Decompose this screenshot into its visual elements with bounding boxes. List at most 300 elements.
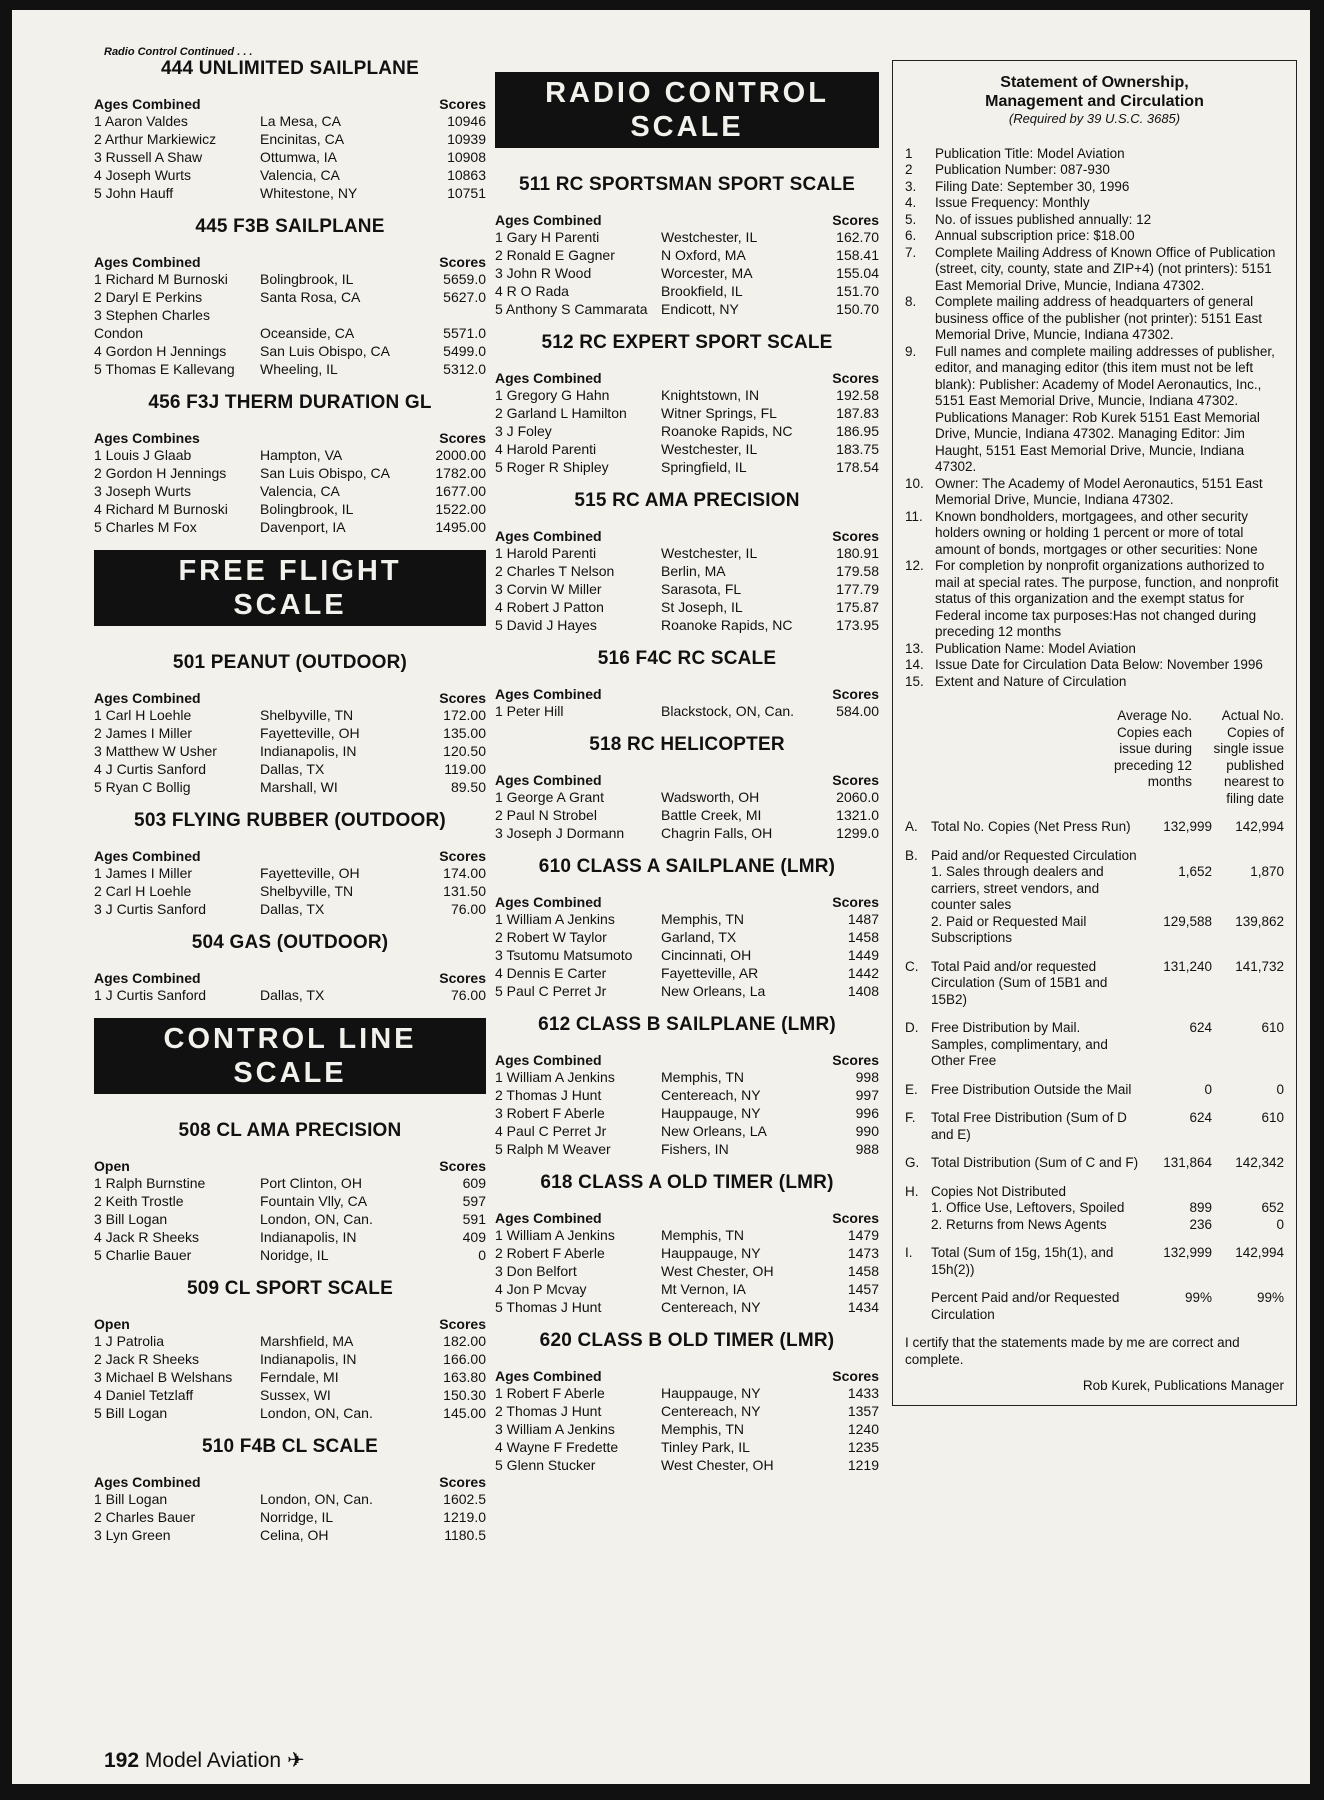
contestant-score: 155.04 [836, 265, 879, 281]
contestant-score: 997 [855, 1087, 879, 1103]
contestant-name: 4 J Curtis Sanford [94, 761, 207, 777]
result-row [94, 342, 486, 360]
contestant-name: 4 Jack R Sheeks [94, 1229, 200, 1245]
result-row [94, 500, 486, 518]
contestant-score: 1522.00 [435, 501, 486, 517]
age-category: Ages Combined [94, 96, 201, 112]
contestant-score: 1299.0 [836, 825, 879, 841]
contestant-name: 5 John Hauff [94, 185, 174, 201]
contestant-location: Davenport, IA [260, 519, 346, 535]
contestant-name: 5 David J Hayes [495, 617, 597, 633]
event-results [495, 1172, 879, 1316]
result-row [495, 910, 879, 928]
contestant-name: 4 Joseph Wurts [94, 167, 192, 183]
item-number: 6. [905, 228, 917, 243]
contestant-name: 4 Jon P Mcvay [495, 1281, 587, 1297]
contestant-score: 584.00 [836, 703, 879, 719]
results-header [94, 1158, 486, 1174]
item-number: 2 [905, 162, 913, 177]
item-number: 4. [905, 195, 917, 210]
contestant-name: 3 Michael B Welshans [94, 1369, 233, 1385]
item-number: 7. [905, 244, 917, 260]
statement-title: Statement of Ownership, [1000, 74, 1189, 91]
contestant-name: 4 Wayne F Fredette [495, 1439, 619, 1455]
circulation-body [931, 1110, 1284, 1143]
avg-value: 624 [1189, 1110, 1212, 1125]
circulation-main [931, 1020, 1284, 1070]
result-row [94, 482, 486, 500]
sub-avg-value: 236 [1189, 1216, 1212, 1232]
contestant-location: Hampton, VA [260, 447, 343, 463]
circulation-subrow [931, 1200, 1284, 1217]
result-row [495, 580, 879, 598]
circulation-subrow [931, 1217, 1284, 1234]
result-row [94, 742, 486, 760]
contestant-score: 996 [855, 1105, 879, 1121]
contestant-location: Whitestone, NY [260, 185, 358, 201]
results-column-middle [495, 58, 879, 1488]
contestant-score: 1677.00 [435, 483, 486, 499]
result-row [94, 1404, 486, 1422]
event-results [495, 648, 879, 720]
contestant-location: Norridge, IL [260, 1509, 334, 1525]
contestant-name: 2 Keith Trostle [94, 1193, 184, 1209]
contestant-score: 990 [855, 1123, 879, 1139]
event-results [94, 1278, 486, 1422]
contestant-location: Westchester, IL [661, 545, 758, 561]
result-row [495, 702, 879, 720]
statement-item [905, 179, 1284, 196]
age-category: Open [94, 1158, 130, 1174]
actual-value: 610 [1261, 1110, 1284, 1125]
contestant-score: 1240 [847, 1421, 879, 1437]
contestant-score: 89.50 [450, 779, 486, 795]
contestant-location: Worcester, MA [661, 265, 753, 281]
statement-item [905, 162, 1284, 179]
scores-label: Scores [832, 686, 879, 702]
result-row [495, 1068, 879, 1086]
section-banner [94, 550, 486, 626]
contestant-location: Chagrin Falls, OH [661, 825, 773, 841]
contestant-location: Westchester, IL [661, 229, 758, 245]
contestant-location: Centereach, NY [661, 1087, 761, 1103]
contestant-location: Indianapolis, IN [260, 743, 357, 759]
contestant-location: Marshfield, MA [260, 1333, 354, 1349]
item-text: Extent and Nature of Circulation [935, 673, 1127, 689]
signature: Rob Kurek, Publications Manager [1082, 1378, 1284, 1393]
results-header [495, 686, 879, 702]
event-title: 501 PEANUT (OUTDOOR) [172, 652, 408, 673]
result-row [94, 882, 486, 900]
item-text: Publication Name: Model Aviation [935, 640, 1136, 656]
avg-value [1140, 1184, 1212, 1201]
contestant-name: 2 Gordon H Jennings [94, 465, 227, 481]
sub-avg-value: 1,652 [1178, 864, 1212, 879]
contestant-location: St Joseph, IL [661, 599, 743, 615]
contestant-name: 5 Glenn Stucker [495, 1457, 596, 1473]
scores-label: Scores [439, 1316, 486, 1332]
sub-avg-value: 129,588 [1163, 913, 1212, 929]
result-row [495, 404, 879, 422]
contestant-location: Brookfield, IL [661, 283, 743, 299]
results-header [94, 690, 486, 706]
event-title: 456 F3J THERM DURATION GL [148, 392, 432, 413]
contestant-name: 3 Corvin W Miller [495, 581, 602, 597]
age-category: Ages Combined [94, 1474, 201, 1490]
results-header [495, 212, 879, 228]
result-row [495, 422, 879, 440]
contestant-score: 172.00 [443, 707, 486, 723]
contestant-location: Wadsworth, OH [661, 789, 760, 805]
event-results [94, 392, 486, 536]
result-row [495, 228, 879, 246]
scores-label: Scores [439, 970, 486, 986]
contestant-name: 1 Robert F Aberle [495, 1385, 605, 1401]
sub-desc: 1. Office Use, Leftovers, Spoiled [931, 1200, 1125, 1215]
scores-label: Scores [439, 1158, 486, 1174]
contestant-score: 180.91 [836, 545, 879, 561]
result-row [495, 1244, 879, 1262]
avg-value: 99% [1184, 1290, 1212, 1305]
contestant-location: Port Clinton, OH [260, 1175, 362, 1191]
age-category: Ages Combined [94, 690, 201, 706]
result-row [495, 806, 879, 824]
contestant-score: 145.00 [443, 1405, 486, 1421]
result-row [94, 1246, 486, 1264]
result-row [94, 986, 486, 1004]
contestant-score: 150.70 [836, 301, 879, 317]
contestant-name: 4 Gordon H Jennings [94, 343, 227, 359]
statement-item [905, 509, 1284, 559]
result-row [495, 788, 879, 806]
contestant-name: 3 Matthew W Usher [94, 743, 217, 759]
contestant-score: 591 [462, 1211, 486, 1227]
contestant-name: 1 Louis J Glaab [94, 447, 192, 463]
result-row [94, 518, 486, 536]
contestant-score: 76.00 [450, 901, 486, 917]
contestant-location: Sarasota, FL [661, 581, 742, 597]
contestant-score: 1479 [847, 1227, 879, 1243]
page-footer [104, 1748, 305, 1773]
contestant-name: 5 Charles M Fox [94, 519, 197, 535]
result-row [495, 1104, 879, 1122]
contestant-name: 1 Ralph Burnstine [94, 1175, 206, 1191]
circulation-body [931, 1020, 1284, 1070]
circulation-row [905, 1155, 1284, 1172]
result-row [495, 386, 879, 404]
contestant-name: 1 Richard M Burnoski [94, 271, 228, 287]
circulation-main [931, 1082, 1284, 1099]
event-results [94, 216, 486, 378]
contestant-name: 3 Bill Logan [94, 1211, 168, 1227]
event-title: 503 FLYING RUBBER (OUTDOOR) [134, 810, 446, 831]
result-row [495, 1262, 879, 1280]
result-row [94, 360, 486, 378]
scores-label: Scores [832, 1210, 879, 1226]
contestant-score: 5627.0 [443, 289, 486, 305]
result-row [94, 464, 486, 482]
contestant-name: 1 Aaron Valdes [94, 113, 188, 129]
contestant-score: 1219.0 [443, 1509, 486, 1525]
contestant-score: 1357 [847, 1403, 879, 1419]
result-row [495, 1140, 879, 1158]
sub-desc: 2. Paid or Requested Mail Subscriptions [931, 913, 1087, 945]
circulation-main [931, 1290, 1284, 1323]
contestant-name: Condon [94, 325, 144, 341]
event-title: 610 CLASS A SAILPLANE (LMR) [538, 856, 836, 877]
circulation-body [931, 1290, 1284, 1323]
contestant-score: 187.83 [836, 405, 879, 421]
contestant-location: Bolingbrook, IL [260, 501, 354, 517]
event-results [495, 1014, 879, 1158]
contestant-score: 1782.00 [435, 465, 486, 481]
event-results [94, 932, 486, 1004]
contestant-location: Shelbyville, TN [260, 883, 354, 899]
contestant-score: 179.58 [836, 563, 879, 579]
contestant-name: 1 J Curtis Sanford [94, 987, 207, 1003]
circulation-body [931, 1082, 1284, 1099]
contestant-location: Hauppauge, NY [661, 1105, 761, 1121]
circulation-letter: I. [905, 1245, 913, 1260]
circulation-desc: Copies Not Distributed [931, 1183, 1067, 1199]
result-row [94, 306, 486, 324]
contestant-name: 1 Peter Hill [495, 703, 564, 719]
item-number: 10. [905, 475, 924, 491]
contestant-location: Dallas, TX [260, 901, 325, 917]
result-row [94, 706, 486, 724]
item-number: 8. [905, 294, 917, 309]
sub-desc: 1. Sales through dealers and carriers, street vendors, and counter sales [931, 864, 1104, 912]
contestant-score: 177.79 [836, 581, 879, 597]
sub-avg-value: 899 [1189, 1200, 1212, 1215]
item-number: 1 [905, 145, 913, 161]
circulation-desc: Total Distribution (Sum of C and F) [931, 1155, 1139, 1170]
result-row [495, 1280, 879, 1298]
result-row [495, 1384, 879, 1402]
contestant-name: 2 Carl H Loehle [94, 883, 192, 899]
statement-item [905, 212, 1284, 229]
contestant-score: 1458 [847, 929, 879, 945]
contestant-location: London, ON, Can. [260, 1405, 373, 1421]
statement-item [905, 657, 1284, 674]
contestant-location: Mt Vernon, IA [661, 1281, 746, 1297]
contestant-name: 5 Paul C Perret Jr [495, 983, 607, 999]
contestant-location: Dallas, TX [260, 987, 325, 1003]
contestant-location [260, 306, 426, 324]
contestant-location: Oceanside, CA [260, 325, 355, 341]
statement-item [905, 558, 1284, 641]
circulation-body [931, 1245, 1284, 1278]
circulation-row [905, 1184, 1284, 1234]
age-category: Ages Combined [495, 894, 602, 910]
scores-label: Scores [832, 528, 879, 544]
result-row [495, 458, 879, 476]
circulation-letter: H. [905, 1183, 919, 1199]
result-row [495, 964, 879, 982]
event-results [495, 856, 879, 1000]
contestant-name: 2 Robert W Taylor [495, 929, 607, 945]
contestant-score: 5312.0 [443, 361, 486, 377]
contestant-location: Centereach, NY [661, 1403, 761, 1419]
circulation-letter: G. [905, 1155, 920, 1170]
contestant-location: Fayetteville, AR [661, 965, 759, 981]
contestant-name: 3 Lyn Green [94, 1527, 171, 1543]
contestant-name: 3 John R Wood [495, 265, 592, 281]
contestant-score: 988 [855, 1141, 879, 1157]
result-row [94, 1332, 486, 1350]
contestant-name: 2 Thomas J Hunt [495, 1403, 602, 1419]
contestant-location: Roanoke Rapids, NC [661, 617, 793, 633]
actual-value: 99% [1256, 1290, 1284, 1305]
actual-value: 141,732 [1235, 958, 1284, 974]
banner-line-2: SCALE [233, 589, 347, 621]
item-text: Full names and complete mailing addresses of publisher, editor, and managing editor (this item must not be left blank): Publisher: Academy of Model Aeronautics, Inc., 5151 East Memorial Drive, Muncie, Indiana 47302. Publications Manager: Rob Kurek 5151 East Memorial Drive, Muncie, Indiana 47302. Managing Editor: Jim Haught, 5151 East Memorial Drive, Muncie, Indiana 47302. [935, 343, 1275, 474]
contestant-location: Endicott, NY [661, 301, 739, 317]
statement-item [905, 294, 1284, 344]
statement-of-ownership [892, 60, 1297, 1406]
result-row [94, 1350, 486, 1368]
actual-value [1212, 848, 1284, 865]
event-title: 445 F3B SAILPLANE [195, 216, 385, 237]
contestant-name: 1 Gregory G Hahn [495, 387, 610, 403]
certification-text: I certify that the statements made by me are correct and complete. [905, 1335, 1240, 1367]
contestant-location: Cincinnati, OH [661, 947, 752, 963]
age-category: Ages Combined [495, 212, 602, 228]
contestant-name: 5 Ralph M Weaver [495, 1141, 611, 1157]
contestant-location: Encinitas, CA [260, 131, 345, 147]
result-row [94, 1210, 486, 1228]
results-header [495, 894, 879, 910]
circulation-row [905, 1245, 1284, 1278]
contestant-score: 119.00 [444, 761, 486, 777]
result-row [495, 246, 879, 264]
avg-value: 131,240 [1163, 958, 1212, 974]
contestant-score: 10946 [447, 113, 486, 129]
contestant-name: 2 Daryl E Perkins [94, 289, 203, 305]
result-row [495, 928, 879, 946]
section-banner [94, 1018, 486, 1094]
event-results [495, 1330, 879, 1474]
contestant-name: 5 Bill Logan [94, 1405, 168, 1421]
event-results [495, 490, 879, 634]
circulation-main [931, 1184, 1284, 1201]
contestant-score: 158.41 [836, 247, 879, 263]
contestant-location: Knightstown, IN [661, 387, 760, 403]
contestant-location: Marshall, WI [260, 779, 338, 795]
circulation-table [905, 819, 1284, 1323]
event-title: 515 RC AMA PRECISION [574, 490, 800, 511]
contestant-score: 1434 [847, 1299, 879, 1315]
age-category: Open [94, 1316, 130, 1332]
result-row [94, 864, 486, 882]
scores-label: Scores [439, 848, 486, 864]
circulation-main [931, 848, 1284, 865]
contestant-location: Roanoke Rapids, NC [661, 423, 793, 439]
circulation-column-headers [905, 708, 1284, 807]
circulation-row [905, 1082, 1284, 1099]
event-title: 510 F4B CL SCALE [201, 1436, 378, 1457]
item-text: Owner: The Academy of Model Aeronautics, 5151 East Memorial Drive, Muncie, Indiana 47302. [935, 475, 1263, 507]
contestant-name: 2 Ronald E Gagner [495, 247, 615, 263]
sub-desc: 2. Returns from News Agents [931, 1216, 1107, 1232]
contestant-location: Hauppauge, NY [661, 1385, 761, 1401]
contestant-score: 1321.0 [836, 807, 879, 823]
contestant-score: 175.87 [836, 599, 879, 615]
contestant-location: Dallas, TX [260, 761, 325, 777]
result-row [495, 616, 879, 634]
avg-copies-header: Average No. Copies each issue during preceding 12 months [1113, 708, 1192, 789]
avg-value: 131,864 [1163, 1155, 1212, 1170]
contestant-location: Valencia, CA [260, 483, 340, 499]
avg-value [1140, 848, 1212, 865]
contestant-score: 1449 [847, 947, 879, 963]
contestant-location: West Chester, OH [661, 1457, 774, 1473]
contestant-score: 1408 [847, 983, 879, 999]
scores-label: Scores [832, 370, 879, 386]
contestant-location: Ferndale, MI [260, 1369, 339, 1385]
contestant-name: 4 Dennis E Carter [495, 965, 607, 981]
result-row [495, 1438, 879, 1456]
event-results [94, 1120, 486, 1264]
contestant-name: 5 Ryan C Bollig [94, 779, 191, 795]
scores-label: Scores [832, 1368, 879, 1384]
circulation-letter: D. [905, 1020, 919, 1035]
event-title: 512 RC EXPERT SPORT SCALE [541, 332, 833, 353]
contestant-location: Garland, TX [661, 929, 737, 945]
contestant-location: Shelbyville, TN [260, 707, 354, 723]
result-row [94, 166, 486, 184]
age-category: Ages Combined [94, 254, 201, 270]
contestant-score: 173.95 [836, 617, 879, 633]
item-number: 3. [905, 178, 917, 194]
banner-line-2: SCALE [233, 1057, 347, 1089]
age-category: Ages Combined [495, 1052, 602, 1068]
contestant-name: 5 Charlie Bauer [94, 1247, 192, 1263]
contestant-name: 5 Thomas J Hunt [495, 1299, 602, 1315]
contestant-location: Celina, OH [260, 1527, 329, 1543]
contestant-score: 162.70 [836, 229, 879, 245]
circulation-main [931, 1110, 1284, 1143]
circulation-desc: Total No. Copies (Net Press Run) [931, 819, 1131, 834]
event-title: 511 RC SPORTSMAN SPORT SCALE [518, 174, 856, 195]
contestant-location: Blackstock, ON, Can. [661, 703, 795, 719]
circulation-body [931, 848, 1284, 947]
age-category: Ages Combined [495, 686, 602, 702]
scores-label: Scores [439, 96, 486, 112]
results-header [94, 970, 486, 986]
contestant-score: 192.58 [836, 387, 879, 403]
circulation-body [931, 1184, 1284, 1234]
contestant-name: 3 Joseph J Dormann [495, 825, 625, 841]
actual-copies-header: Actual No. Copies of single issue published nearest to filing date [1213, 708, 1284, 806]
contestant-score: 1219 [847, 1457, 879, 1473]
scores-label: Scores [832, 772, 879, 788]
contestant-location: Noridge, IL [260, 1247, 329, 1263]
contestant-name: 3 Joseph Wurts [94, 483, 192, 499]
contestant-score: 10939 [447, 131, 486, 147]
contestant-location: Fayetteville, OH [260, 865, 360, 881]
item-text: For completion by nonprofit organizations authorized to mail at special rates. The purpose, function, and nonprofit status of this organization and the exempt status for Federal income tax purposes:Has not changed during preceding 12 months [935, 558, 1279, 639]
contestant-score: 1473 [847, 1245, 879, 1261]
contestant-location: New Orleans, LA [661, 1123, 767, 1139]
contestant-score: 1487 [847, 911, 879, 927]
item-text: Filing Date: September 30, 1996 [935, 178, 1130, 194]
circulation-row [905, 848, 1284, 947]
contestant-name: 1 J Patrolia [94, 1333, 165, 1349]
result-row [94, 778, 486, 796]
contestant-score: 5499.0 [443, 343, 486, 359]
contestant-name: 5 Anthony S Cammarata [495, 301, 648, 317]
